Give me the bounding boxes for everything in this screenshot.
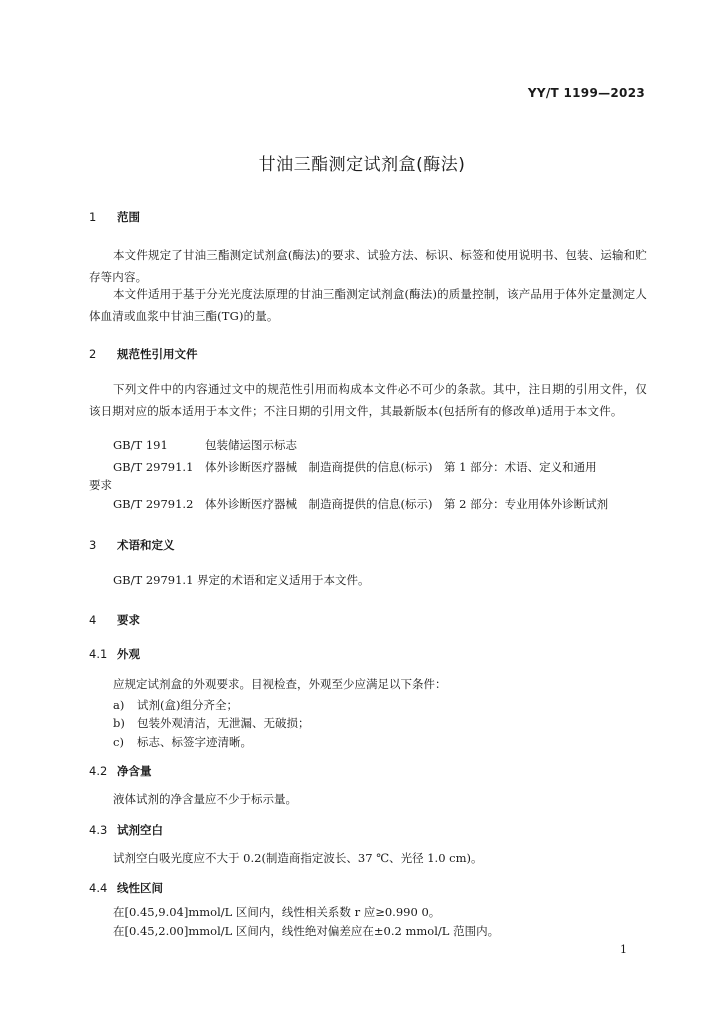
list-marker: c) bbox=[113, 735, 124, 749]
standard-code: YY/T 1199—2023 bbox=[527, 86, 645, 100]
reference-item bbox=[113, 458, 597, 476]
reference-title-continuation: 要求 bbox=[89, 478, 112, 492]
subsection-title: 试剂空白 bbox=[117, 823, 163, 837]
section-heading-requirements bbox=[89, 612, 140, 628]
section-heading-scope bbox=[89, 209, 140, 225]
section-heading-refs bbox=[89, 346, 198, 362]
subsection-heading-reagent-blank bbox=[89, 822, 163, 838]
subsection-title: 线性区间 bbox=[117, 881, 163, 895]
appearance-intro: 应规定试剂盒的外观要求。目视检查，外观至少应满足以下条件： bbox=[113, 677, 447, 691]
reference-item bbox=[113, 436, 297, 454]
list-marker: b) bbox=[113, 716, 125, 730]
list-item bbox=[113, 696, 238, 714]
reference-code: GB/T 29791.2 bbox=[113, 497, 194, 511]
subsection-title: 净含量 bbox=[117, 764, 152, 778]
section-title: 术语和定义 bbox=[117, 538, 175, 552]
section-title: 规范性引用文件 bbox=[117, 347, 198, 361]
scope-paragraph-1: 本文件规定了甘油三酯测定试剂盒(酶法)的要求、试验方法、标识、标签和使用说明书、包装、运输和贮存等内容。 bbox=[89, 248, 647, 284]
subsection-heading-appearance bbox=[89, 646, 140, 662]
section-number: 3 bbox=[89, 538, 97, 552]
subsection-heading-net-content bbox=[89, 763, 152, 779]
reference-code: GB/T 191 bbox=[113, 438, 168, 452]
reference-title: 包装储运图示标志 bbox=[205, 438, 297, 452]
subsection-number: 4.1 bbox=[89, 647, 108, 661]
subsection-number: 4.3 bbox=[89, 823, 108, 837]
scope-paragraph-2: 本文件适用于基于分光光度法原理的甘油三酯测定试剂盒(酶法)的质量控制，该产品用于体外定量测定人体血清或血浆中甘油三酯(TG)的量。 bbox=[89, 287, 647, 323]
section-title: 要求 bbox=[117, 613, 140, 627]
list-marker: a) bbox=[113, 698, 125, 712]
section-number: 2 bbox=[89, 347, 97, 361]
subsection-heading-linearity bbox=[89, 880, 163, 896]
reference-title: 体外诊断医疗器械 制造商提供的信息(标示) 第 2 部分：专业用体外诊断试剂 bbox=[205, 497, 609, 511]
subsection-number: 4.4 bbox=[89, 881, 108, 895]
terms-paragraph: GB/T 29791.1 界定的术语和定义适用于本文件。 bbox=[113, 573, 370, 587]
list-item-text: 试剂(盒)组分齐全； bbox=[137, 698, 238, 712]
list-item bbox=[113, 733, 252, 751]
subsection-title: 外观 bbox=[117, 647, 140, 661]
list-item bbox=[113, 714, 310, 732]
reference-title: 体外诊断医疗器械 制造商提供的信息(标示) 第 1 部分：术语、定义和通用 bbox=[205, 460, 597, 474]
linearity-paragraph-1: 在[0.45,9.04]mmol/L 区间内，线性相关系数 r 应≥0.990 0。 bbox=[113, 905, 441, 919]
page-number: 1 bbox=[620, 943, 627, 956]
reagent-blank-paragraph: 试剂空白吸光度应不大于 0.2(制造商指定波长、37 ℃、光径 1.0 cm)。 bbox=[113, 851, 483, 865]
net-content-paragraph: 液体试剂的净含量应不少于标示量。 bbox=[113, 792, 297, 806]
subsection-number: 4.2 bbox=[89, 764, 108, 778]
document-title: 甘油三酯测定试剂盒(酶法) bbox=[258, 155, 466, 175]
linearity-paragraph-2: 在[0.45,2.00]mmol/L 区间内，线性绝对偏差应在±0.2 mmol/L 范围内。 bbox=[113, 924, 500, 938]
section-title: 范围 bbox=[117, 210, 140, 224]
reference-item bbox=[113, 495, 608, 513]
list-item-text: 包装外观清洁，无泄漏、无破损； bbox=[137, 716, 310, 730]
section-number: 4 bbox=[89, 613, 97, 627]
reference-code: GB/T 29791.1 bbox=[113, 460, 194, 474]
refs-intro-paragraph: 下列文件中的内容通过文中的规范性引用而构成本文件必不可少的条款。其中，注日期的引用文件，仅该日期对应的版本适用于本文件；不注日期的引用文件，其最新版本(包括所有的修改单)适用于本文件。 bbox=[89, 382, 647, 418]
list-item-text: 标志、标签字迹清晰。 bbox=[137, 735, 252, 749]
section-heading-terms bbox=[89, 537, 175, 553]
section-number: 1 bbox=[89, 210, 97, 224]
